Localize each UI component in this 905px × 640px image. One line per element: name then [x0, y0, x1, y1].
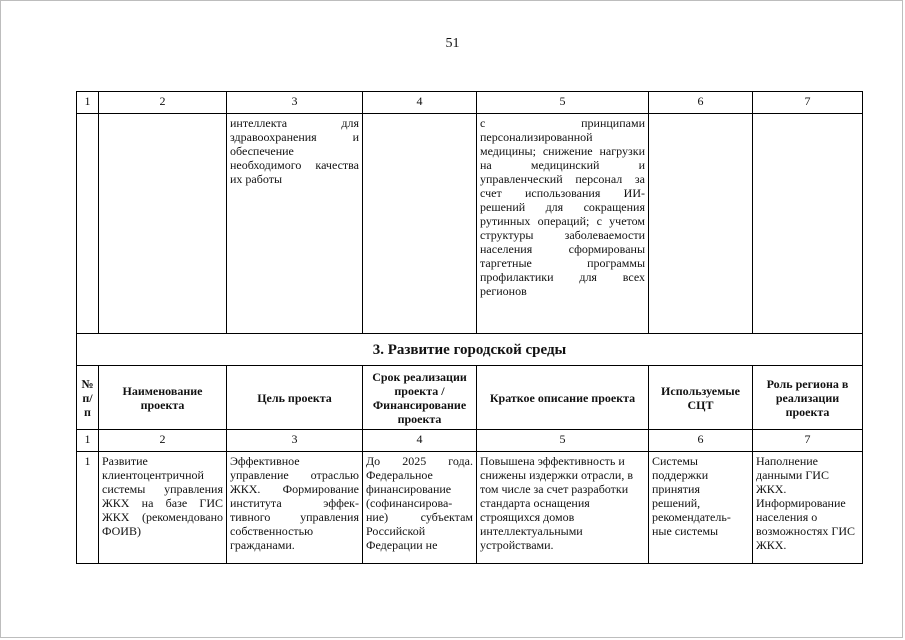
table-cell: До 2025 года. Федеральное финансирование (софинансирова-ние) субъектам Российской Федерации не — [363, 452, 477, 564]
col-number-cell: 3 — [227, 430, 363, 452]
header-cell-number: № п/п — [77, 366, 99, 430]
header-cell-name: Наименование проекта — [99, 366, 227, 430]
column-numbers-row-bottom — [77, 430, 863, 452]
table-row — [77, 452, 863, 564]
col-number-cell: 1 — [77, 430, 99, 452]
table-cell: Системы поддержки принятия решений, рекомендатель-ные системы — [649, 452, 753, 564]
col-number-cell: 5 — [477, 430, 649, 452]
header-cell-region-role: Роль региона в реализации проекта — [753, 366, 863, 430]
col-number-cell: 6 — [649, 92, 753, 114]
col-number-cell: 7 — [753, 92, 863, 114]
table-cell: интеллекта для здравоохранения и обеспечение необходимого качества их работы — [227, 114, 363, 334]
column-numbers-row-top — [77, 92, 863, 114]
table-cell — [363, 114, 477, 334]
table-cell: 1 — [77, 452, 99, 564]
section-row — [77, 334, 863, 366]
table-cell: с принципами персонализированной медицины; снижение нагрузки на медицинский и управленческий персонал за счет использования ИИ-решений для сокращения рутинных операций; с учетом структуры заболеваемости населения сформированы таргетные программы профилактики для всех регионов — [477, 114, 649, 334]
col-number-cell: 3 — [227, 92, 363, 114]
projects-table — [76, 91, 863, 564]
col-number-cell: 6 — [649, 430, 753, 452]
table-cell: Наполнение данными ГИС ЖКХ. Информирование населения о возможностях ГИС ЖКХ. — [753, 452, 863, 564]
col-number-cell: 7 — [753, 430, 863, 452]
table-cell — [649, 114, 753, 334]
col-number-cell: 4 — [363, 430, 477, 452]
header-cell-term: Срок реализации проекта / Финансирование проекта — [363, 366, 477, 430]
header-cell-technologies: Используемые СЦТ — [649, 366, 753, 430]
col-number-cell: 5 — [477, 92, 649, 114]
col-number-cell: 2 — [99, 92, 227, 114]
section-title: 3. Развитие городской среды — [77, 334, 863, 366]
col-number-cell: 1 — [77, 92, 99, 114]
table-cell — [77, 114, 99, 334]
page-number: 51 — [445, 36, 460, 51]
continuation-row — [77, 114, 863, 334]
header-row — [77, 366, 863, 430]
col-number-cell: 2 — [99, 430, 227, 452]
table-cell: Развитие клиентоцентричной системы управления ЖКХ на базе ГИС ЖКХ (рекомендовано ФОИВ) — [99, 452, 227, 564]
table-cell — [99, 114, 227, 334]
table-cell: Эффективное управление отраслью ЖКХ. Формирование института эффек-тивного управления собственностью гражданами. — [227, 452, 363, 564]
header-cell-description: Краткое описание проекта — [477, 366, 649, 430]
table-cell: Повышена эффективность и снижены издержки отрасли, в том числе за счет разработки стандарта оснащения строящихся домов интеллектуальными устройствами. — [477, 452, 649, 564]
header-cell-goal: Цель проекта — [227, 366, 363, 430]
table-cell — [753, 114, 863, 334]
col-number-cell: 4 — [363, 92, 477, 114]
